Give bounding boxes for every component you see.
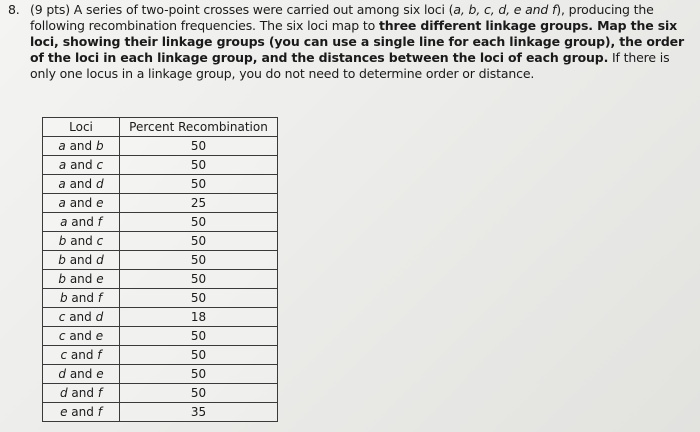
table-row xyxy=(43,365,278,384)
locus-second: e xyxy=(96,366,104,381)
table-header-row xyxy=(43,118,278,137)
question-number: 8. xyxy=(8,2,20,17)
loci-pair-cell xyxy=(43,213,120,232)
locus-connector: and xyxy=(69,309,92,324)
loci-pair-cell xyxy=(43,308,120,327)
locus-connector: and xyxy=(71,214,94,229)
recombination-value-cell: 25 xyxy=(120,194,278,213)
loci-pair-cell xyxy=(43,175,120,194)
loci-pair-cell xyxy=(43,289,120,308)
locus-first: b xyxy=(58,252,66,267)
loci-column-header: Loci xyxy=(43,118,120,137)
locus-first: a xyxy=(58,195,66,210)
locus-second: c xyxy=(96,157,104,172)
locus-connector: and xyxy=(69,195,93,210)
locus-first: d xyxy=(58,366,66,381)
locus-first: c xyxy=(58,328,66,343)
table-row xyxy=(43,270,278,289)
question-text-segment: a, b, c, d, e and f xyxy=(453,2,557,17)
recombination-table xyxy=(42,117,278,422)
locus-first: a xyxy=(58,157,67,172)
locus-connector: and xyxy=(69,252,93,267)
locus-first: d xyxy=(59,385,68,400)
locus-first: b xyxy=(58,233,67,248)
recombination-value-cell: 50 xyxy=(120,156,278,175)
recombination-value-cell: 50 xyxy=(120,251,278,270)
table-row xyxy=(43,213,278,232)
locus-first: a xyxy=(60,214,68,229)
locus-first: b xyxy=(58,271,66,286)
locus-second: e xyxy=(96,271,104,286)
table-row xyxy=(43,194,278,213)
locus-connector: and xyxy=(69,138,93,153)
table-row xyxy=(43,308,278,327)
loci-pair-cell xyxy=(43,232,120,251)
locus-connector: and xyxy=(70,233,93,248)
locus-first: a xyxy=(58,176,66,191)
loci-pair-cell xyxy=(43,327,120,346)
question-block xyxy=(8,2,688,82)
locus-connector: and xyxy=(69,328,92,343)
locus-first: c xyxy=(58,309,66,324)
locus-connector: and xyxy=(71,385,94,400)
loci-pair-cell xyxy=(43,365,120,384)
locus-first: a xyxy=(58,138,66,153)
locus-second: b xyxy=(95,138,104,153)
table-row xyxy=(43,251,278,270)
locus-second: d xyxy=(95,176,104,191)
recombination-value-cell: 50 xyxy=(120,327,278,346)
locus-connector: and xyxy=(71,290,94,305)
locus-connector: and xyxy=(69,366,93,381)
locus-second: f xyxy=(97,214,102,229)
recombination-value-cell: 50 xyxy=(120,137,278,156)
locus-second: d xyxy=(96,252,104,267)
table-row xyxy=(43,289,278,308)
locus-connector: and xyxy=(70,157,93,172)
table-body xyxy=(43,137,278,422)
locus-second: f xyxy=(97,404,102,419)
locus-second: d xyxy=(95,309,104,324)
table-row xyxy=(43,384,278,403)
recombination-value-cell: 50 xyxy=(120,175,278,194)
question-text-segment: (9 pts) A series of two-point crosses were carried out among six loci ( xyxy=(30,2,454,17)
question-text-segment: If there is only one locus in a linkage group, you do not need to determine order or distance. xyxy=(30,50,670,81)
locus-connector: and xyxy=(69,271,93,286)
question-text xyxy=(30,2,688,82)
question-text-segment: three different linkage groups. Map the six loci, showing their linkage groups (you can use a single line for each linkage group), the order of the loci in each linkage group, and the distances between the loci of each group. xyxy=(30,18,684,65)
locus-connector: and xyxy=(71,404,94,419)
percent-recombination-column-header: Percent Recombination xyxy=(120,118,278,137)
question-text-segment: ), producing the following recombination frequencies. The six loci map to xyxy=(30,2,654,33)
table-row xyxy=(43,156,278,175)
recombination-value-cell: 50 xyxy=(120,213,278,232)
locus-second: c xyxy=(96,233,104,248)
table-row xyxy=(43,232,278,251)
table-row xyxy=(43,346,278,365)
recombination-value-cell: 50 xyxy=(120,346,278,365)
locus-first: c xyxy=(60,347,68,362)
recombination-value-cell: 50 xyxy=(120,365,278,384)
loci-pair-cell xyxy=(43,270,120,289)
loci-pair-cell xyxy=(43,346,120,365)
recombination-value-cell: 35 xyxy=(120,403,278,422)
table-row xyxy=(43,327,278,346)
recombination-value-cell: 50 xyxy=(120,384,278,403)
table-row xyxy=(43,175,278,194)
table-row xyxy=(43,137,278,156)
recombination-value-cell: 18 xyxy=(120,308,278,327)
locus-first: b xyxy=(59,290,68,305)
loci-pair-cell xyxy=(43,403,120,422)
loci-pair-cell xyxy=(43,251,120,270)
locus-connector: and xyxy=(69,176,93,191)
loci-pair-cell xyxy=(43,156,120,175)
recombination-value-cell: 50 xyxy=(120,232,278,251)
loci-pair-cell xyxy=(43,194,120,213)
locus-second: f xyxy=(97,347,102,362)
table-row xyxy=(43,403,278,422)
loci-pair-cell xyxy=(43,384,120,403)
locus-first: e xyxy=(60,404,68,419)
recombination-table-container xyxy=(42,117,278,422)
locus-second: e xyxy=(95,328,104,343)
recombination-value-cell: 50 xyxy=(120,270,278,289)
locus-second: e xyxy=(96,195,104,210)
locus-second: f xyxy=(97,385,103,400)
locus-connector: and xyxy=(70,347,94,362)
loci-pair-cell xyxy=(43,137,120,156)
recombination-value-cell: 50 xyxy=(120,289,278,308)
locus-second: f xyxy=(97,290,103,305)
